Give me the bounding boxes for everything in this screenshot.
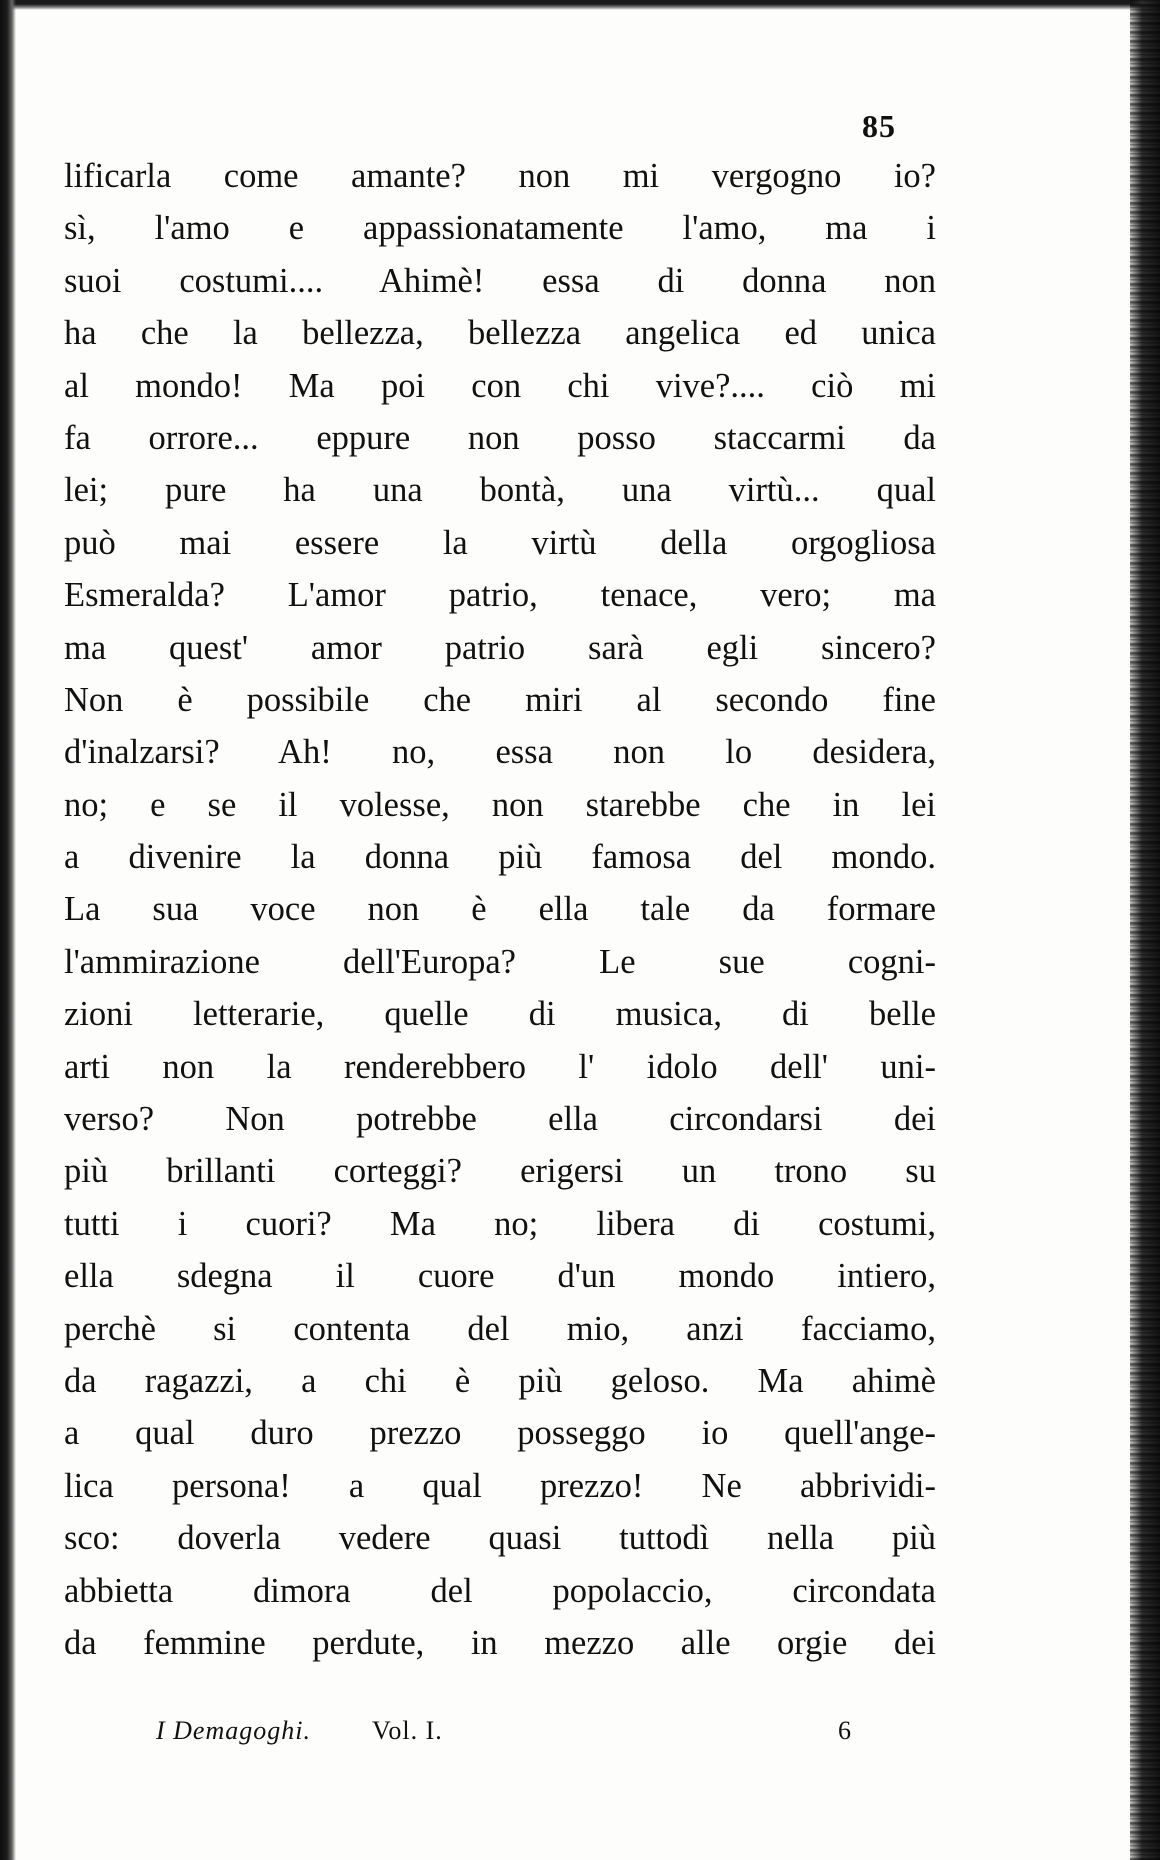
text-line: al mondo! Ma poi con chi vive?.... ciò mi [64,366,936,405]
text-line: perchè si contenta del mio, anzi facciamo, [64,1309,936,1348]
footer-book-title: I Demagoghi. [156,1716,311,1745]
text-line: suoi costumi.... Ahimè! essa di donna non [64,261,936,300]
text-line: d'inalzarsi? Ah! no, essa non lo desidera, [64,733,936,772]
text-line: può mai essere la virtù della orgogliosa [64,523,936,562]
text-line: verso? Non potrebbe ella circondarsi dei [64,1100,936,1139]
text-line: ha che la bellezza, bellezza angelica ed unica [64,314,936,353]
text-line: zioni letterarie, quelle di musica, di belle [64,995,936,1034]
text-line: ella sdegna il cuore d'un mondo intiero, [64,1257,936,1296]
text-line: fa orrore... eppure non posso staccarmi da [64,418,936,457]
text-line: Non è possibile che miri al secondo fine [64,680,936,719]
text-line: da ragazzi, a chi è più geloso. Ma ahimè [64,1361,936,1400]
text-line: sco: doverla vedere quasi tuttodì nella più [64,1519,936,1558]
text-line: sì, l'amo e appassionatamente l'amo, ma i [64,209,936,248]
text-line: più brillanti corteggi? erigersi un trono su [64,1152,936,1191]
footer-volume: Vol. I. [372,1716,443,1745]
text-line: abbietta dimora del popolaccio, circondata [64,1571,936,1610]
body-text [64,150,936,1669]
page-footer [146,1716,890,1756]
text-line: Esmeralda? L'amor patrio, tenace, vero; ma [64,576,936,615]
scan-left-edge [0,0,16,1860]
text-line: lica persona! a qual prezzo! Ne abbrividi- [64,1466,936,1505]
text-line: a divenire la donna più famosa del mondo. [64,838,936,877]
footer-signature-mark: 6 [838,1716,851,1745]
text-line: a qual duro prezzo posseggo io quell'ange- [64,1414,936,1453]
scan-right-edge [1130,0,1160,1860]
text-line: lificarla come amante? non mi vergogno io? [64,157,936,195]
text-line: l'ammirazione dell'Europa? Le sue cogni- [64,942,936,981]
scan-top-edge [0,0,1160,10]
text-line: arti non la renderebbero l' idolo dell' uni- [64,1047,936,1086]
page-number: 85 [862,108,896,144]
text-line: no; e se il volesse, non starebbe che in lei [64,785,936,824]
text-line: lei; pure ha una bontà, una virtù... qual [64,471,936,510]
text-line: La sua voce non è ella tale da formare [64,890,936,929]
text-line: da femmine perdute, in mezzo alle orgie dei [64,1623,936,1662]
text-line: ma quest' amor patrio sarà egli sincero? [64,628,936,667]
text-line: tutti i cuori? Ma no; libera di costumi, [64,1204,936,1243]
